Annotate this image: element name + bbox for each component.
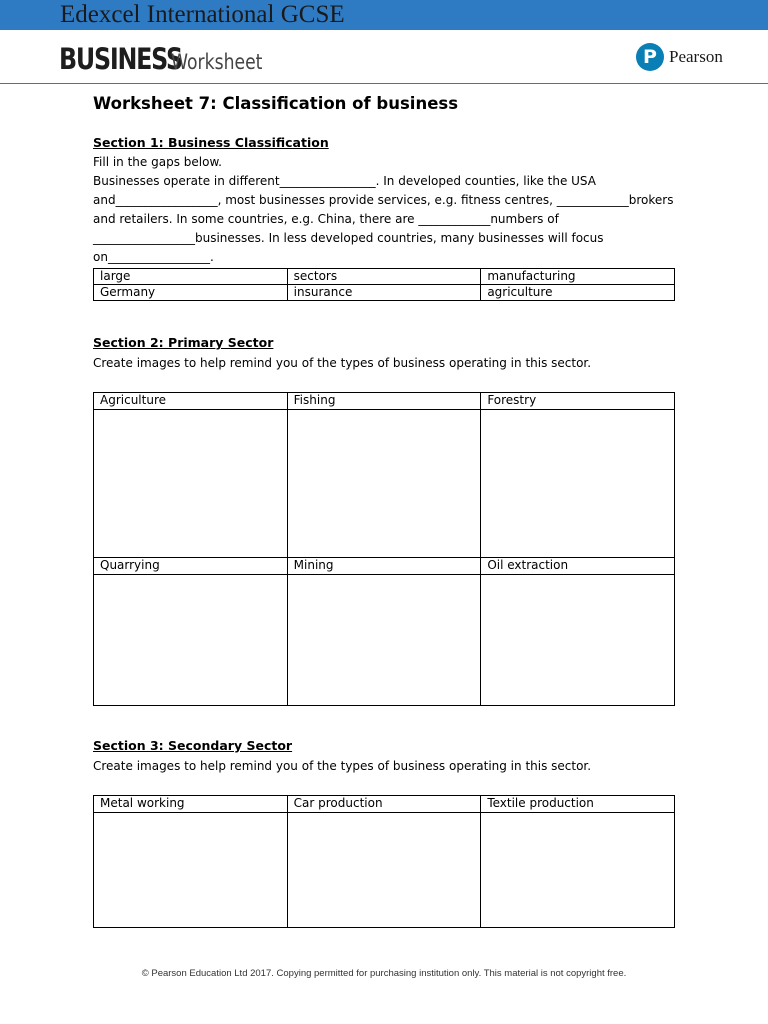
section3-instruction: Create images to help remind you of the types of business operating in this sector. <box>93 759 592 773</box>
brand-title <box>59 42 263 76</box>
word-bank-cell: large <box>94 269 288 285</box>
section2-instruction: Create images to help remind you of the types of business operating in this sector. <box>93 356 592 370</box>
pearson-logo-icon: P <box>636 43 664 71</box>
gap-fill-line: and retailers. In some countries, e.g. China, there are ____________numbers of <box>93 212 559 226</box>
copyright-footer: © Pearson Education Ltd 2017. Copying permitted for purchasing institution only. This material is not copyright free. <box>141 968 627 979</box>
drawing-area[interactable] <box>287 410 481 558</box>
gap-fill-line: Businesses operate in different________________. In developed counties, like the USA <box>93 174 596 188</box>
sector-label-cell: Oil extraction <box>481 558 675 575</box>
drawing-area[interactable] <box>481 813 675 928</box>
sector-label-cell: Forestry <box>481 393 675 410</box>
drawing-area[interactable] <box>287 575 481 706</box>
section1-instruction: Fill in the gaps below. <box>93 155 222 169</box>
brand-worksheet: Worksheet <box>171 50 263 74</box>
table-row <box>94 393 675 410</box>
drawing-area[interactable] <box>94 813 288 928</box>
table-row <box>94 410 675 558</box>
section3-heading: Section 3: Secondary Sector <box>93 738 293 753</box>
drawing-area[interactable] <box>481 575 675 706</box>
table-row <box>94 813 675 928</box>
sector-label-cell: Mining <box>287 558 481 575</box>
sector-label-cell: Car production <box>287 796 481 813</box>
primary-sector-table <box>93 392 675 706</box>
sector-label-cell: Agriculture <box>94 393 288 410</box>
table-row <box>94 796 675 813</box>
gap-fill-line: _________________businesses. In less developed countries, many businesses will focus <box>93 231 604 245</box>
qualification-title: Edexcel International GCSE <box>60 1 345 28</box>
word-bank-table <box>93 268 675 301</box>
drawing-area[interactable] <box>481 410 675 558</box>
table-row <box>94 269 675 285</box>
secondary-sector-table <box>93 795 675 928</box>
sector-label-cell: Fishing <box>287 393 481 410</box>
pearson-logo-text: Pearson <box>669 47 723 66</box>
gap-fill-line: on_________________. <box>93 250 214 264</box>
word-bank-cell: sectors <box>287 269 481 285</box>
brand-subject: BUSINESS <box>59 42 182 76</box>
drawing-area[interactable] <box>94 410 288 558</box>
table-row <box>94 575 675 706</box>
word-bank-cell: agriculture <box>481 285 675 301</box>
drawing-area[interactable] <box>94 575 288 706</box>
section1-heading: Section 1: Business Classification <box>93 135 329 150</box>
drawing-area[interactable] <box>287 813 481 928</box>
sector-label-cell: Textile production <box>481 796 675 813</box>
word-bank-cell: Germany <box>94 285 288 301</box>
word-bank-cell: insurance <box>287 285 481 301</box>
page-title: Worksheet 7: Classification of business <box>93 94 459 113</box>
table-row <box>94 558 675 575</box>
table-row <box>94 285 675 301</box>
sector-label-cell: Metal working <box>94 796 288 813</box>
sector-label-cell: Quarrying <box>94 558 288 575</box>
top-banner <box>0 0 768 30</box>
word-bank-cell: manufacturing <box>481 269 675 285</box>
section2-heading: Section 2: Primary Sector <box>93 335 274 350</box>
gap-fill-line: and_________________, most businesses provide services, e.g. fitness centres, ____________brokers <box>93 193 674 207</box>
